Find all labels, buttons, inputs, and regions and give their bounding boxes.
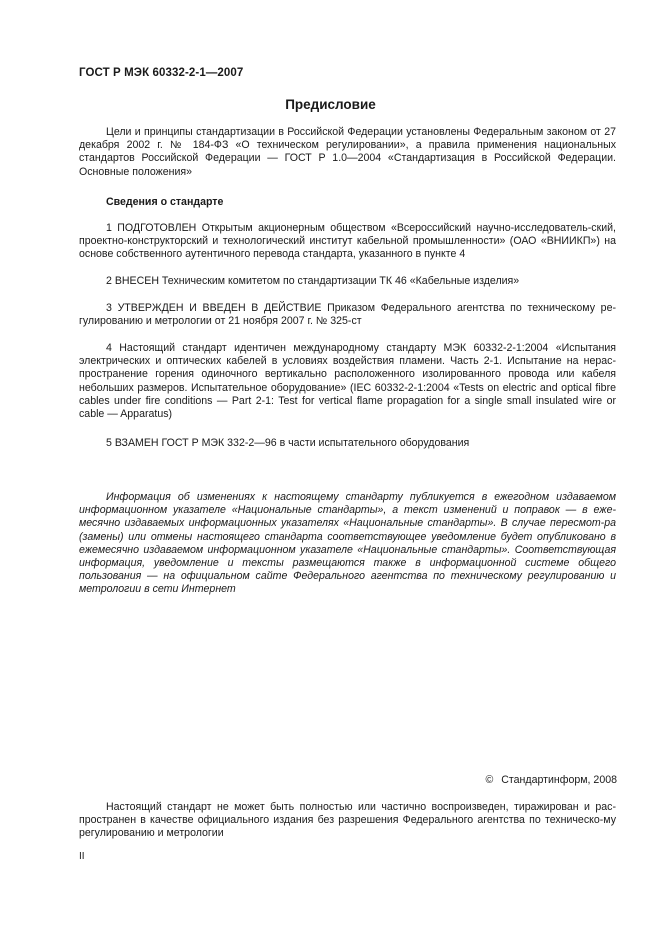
page-title: Предисловие — [285, 97, 376, 112]
item-1-paragraph: 1 ПОДГОТОВЛЕН Открытым акционерным обществом «Всероссийский научно-исследователь-ский, проектно-конструкторский и технологический институт кабельной промышленности» (ОАО «ВНИИКП») на основе собственного аутентичного перевода стандарта, указанного в пункте 4 — [79, 222, 616, 261]
page-number: II — [79, 851, 85, 862]
reproduction-notice: Настоящий стандарт не может быть полностью или частично воспроизведен, тиражирован и рас-пространен в качестве официального издания без разрешения Федерального агентства по техническо-му регулированию и метрологии — [79, 801, 616, 840]
info-paragraph: Информация об изменениях к настоящему стандарту публикуется в ежегодном издаваемом информационном указателе «Национальные стандарты», а текст изменений и поправок — в еже-месячно издаваемых информационных указателях «Национальные стандарты». В случае пересмот-ра (замены) или отмены настоящего стандарта соответствующее уведомление будет опубликовано в ежемесячно издаваемом информационном указателе «Национальные стандарты». Соответствующая информация, уведомление и тексты размещаются также в информационной системе общего пользования — на официальном сайте Федерального агентства по техническому регулированию и метрологии в сети Интернет — [79, 491, 616, 596]
item-4-paragraph: 4 Настоящий стандарт идентичен международному стандарту МЭК 60332-2-1:2004 «Испытания электрических и оптических кабелей в условиях воздействия пламени. Часть 2-1. Испытание на нерас-пространение горения одиночного вертикально расположенного изолированного провода или кабеля небольших размеров. Испытательное оборудование» (IEC 60332-2-1:2004 «Tests on electric and optical fibre cables under fire conditions — Part 2-1: Test for vertical flame propagation for a single small insulated wire or cable — Apparatus) — [79, 342, 616, 421]
item-5-paragraph: 5 ВЗАМЕН ГОСТ Р МЭК 332-2—96 в части испытательного оборудования — [106, 437, 470, 449]
section-subtitle: Сведения о стандарте — [106, 196, 224, 208]
document-header: ГОСТ Р МЭК 60332-2-1—2007 — [79, 67, 244, 79]
copyright-icon: © — [485, 774, 494, 786]
item-2-paragraph: 2 ВНЕСЕН Техническим комитетом по стандартизации ТК 46 «Кабельные изделия» — [106, 275, 520, 287]
copyright-line — [460, 774, 617, 786]
item-3-paragraph: 3 УТВЕРЖДЕН И ВВЕДЕН В ДЕЙСТВИЕ Приказом Федерального агентства по техническому ре-гулированию и метрологии от 21 ноября 2007 г. № 325-ст — [79, 302, 616, 328]
copyright-text: Стандартинформ, 2008 — [501, 774, 617, 786]
intro-paragraph: Цели и принципы стандартизации в Российской Федерации установлены Федеральным законом от 27 декабря 2002 г. № 184-ФЗ «О техническом регулировании», а правила применения национальных стандартов Российской Федерации — ГОСТ Р 1.0—2004 «Стандартизация в Российской Федерации. Основные положения» — [79, 126, 616, 178]
